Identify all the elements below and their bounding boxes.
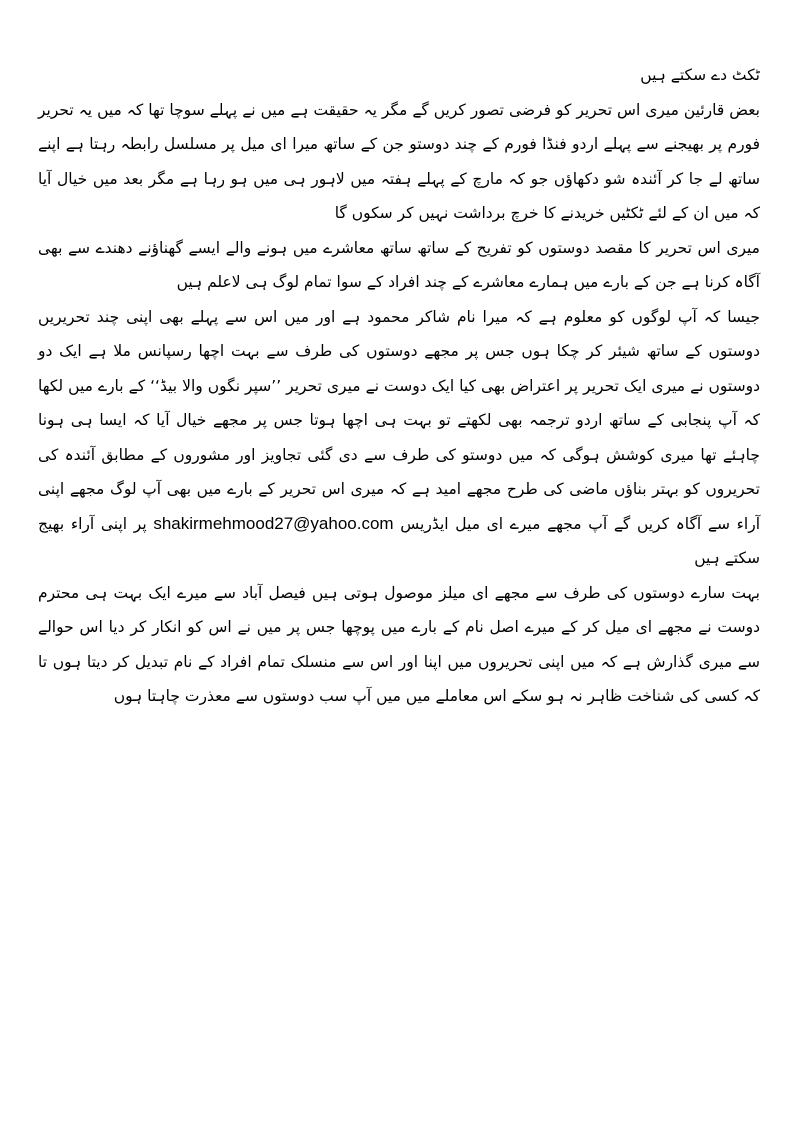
- author-note-ending: پر اپنی آراء بھیج سکتے ہیں: [38, 514, 760, 567]
- email-address: shakirmehmood27@yahoo.com: [153, 513, 394, 533]
- paragraph-privacy-note: بہت سارے دوستوں کی طرف سے مجھے ای میلز موصول ہوتی ہیں فیصل آباد سے میرے ایک بہت ہی محترم دوست نے مجھے ای میل کر کے میرے اصل نام کے بارے میں پوچھا جس پر میں نے اس کو انکار کر دیا اس حوالے سے میری گذارش ہے کہ میں اپنی تحریروں میں اپنا اور اس سے منسلک تمام افراد کے نام تبدیل کر دیتا ہوں تا کہ کسی کی شناخت ظاہر نہ ہو سکے اس معاملے میں میں آپ سب دوستوں سے معذرت چاہتا ہوں: [38, 583, 760, 705]
- paragraph-forum-plan: بعض قارئین میری اس تحریر کو فرضی تصور کریں گے مگر یہ حقیقت ہے میں نے پہلے سوچا تھا کہ میں یہ تحریر فورم پر بھیجنے سے پہلے اردو فنڈا فورم کے چند دوستو جن کے ساتھ میرا ای میل پر مسلسل رابطہ رہتا ہے اپنے ساتھ لے جا کر آئندہ شو دکھاؤں جو کہ مارچ کے پہلے ہفتہ میں لاہور ہی میں ہو رہا ہے مگر بعد میں خیال آیا کہ میں ان کے لئے ٹکٹیں خریدنے کا خرچ برداشت نہیں کر سکوں گا: [38, 100, 760, 222]
- paragraph-intro-line: ٹکٹ دے سکتے ہیں: [640, 66, 760, 84]
- paragraph-purpose: میری اس تحریر کا مقصد دوستوں کو تفریح کے ساتھ ساتھ معاشرے میں ہونے والے ایسے گھناؤنے دھندے سے بھی آگاہ کرنا ہے جن کے بارے میں ہمارے معاشرے کے چند افراد کے سوا تمام لوگ ہی لاعلم ہیں: [38, 238, 760, 291]
- author-note-text: جیسا کہ آپ لوگوں کو معلوم ہے کہ میرا نام شاکر محمود ہے اور میں اس سے پہلے بھی اپنی چند تحریریں دوستوں کے ساتھ شیئر کر چکا ہوں جس پر مجھے دوستوں کی طرف سے بہت اچھا رسپانس ملا ہے ایک دو دوستوں نے میری ایک تحریر پر اعتراض بھی کیا ایک دوست نے میری تحریر ’’سپر نگوں والا بیڈ‘‘ کے بارے میں لکھا کہ آپ پنجابی کے ساتھ اردو ترجمہ بھی لکھتے تو بہت ہی اچھا ہوتا جس پر مجھے خیال آیا کہ ایسا ہی ہونا چاہئے تھا میری کوشش ہوگی کہ میں دوستو کی طرف سے دی گئی تجاویز اور مشوروں کے مطابق آئندہ کی تحریروں کو بہتر بناؤں ماضی کی طرح مجھے امید ہے کہ میری اس تحریر کے بارے میں بھی آپ لوگ مجھے اپنی آراء سے آگاہ کریں گے آپ مجھے میرے ای میل ایڈریس: [38, 307, 760, 533]
- paragraph-author-note: [38, 300, 760, 576]
- document-body: [38, 58, 760, 714]
